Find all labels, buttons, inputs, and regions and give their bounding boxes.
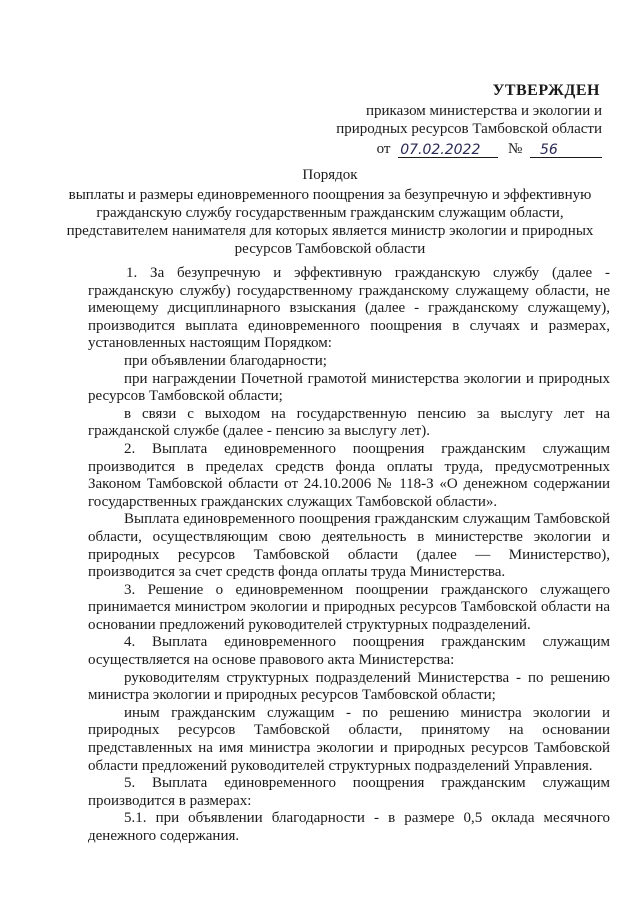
document-title: выплаты и размеры единовременного поощрения за безупречную и эффективную гражданскую службу государственным гражданским служащим области, представителем нанимателя для которых является министр экологии и природных ресурсов Тамбовской области	[66, 187, 594, 257]
approval-line-1: приказом министерства и экологии и	[365, 103, 602, 119]
date-label: от	[376, 141, 391, 157]
paragraph-5-1: 5.1. при объявлении благодарности - в размере 0,5 оклада месячного денежного содержания.	[88, 810, 610, 844]
handwritten-date: 07.02.2022	[398, 141, 498, 158]
list-item-certificate: при награждении Почетной грамотой министерства экологии и природных ресурсов Тамбовской области;	[88, 370, 610, 405]
handwritten-number: 56	[530, 141, 602, 158]
approval-title: УТВЕРЖДЕН	[492, 82, 600, 99]
list-item-pension: в связи с выходом на государственную пенсию за выслугу лет на гражданской службе (далее - пенсию за выслугу лет).	[88, 405, 610, 440]
paragraph-1: 1. За безупречную и эффективную гражданскую службу (далее - гражданскую службу) государственному гражданскому служащему области, не имеющему дисциплинарного взыскания (далее - гражданскому служащему), производится выплата единовременного поощрения в случаях и размерах, установленных настоящим Порядком:	[88, 265, 610, 352]
paragraph-4: 4. Выплата единовременного поощрения гражданским служащим осуществляется на основе правового акта Министерства:	[88, 634, 610, 669]
document-body	[88, 265, 610, 846]
list-item-heads: руководителям структурных подразделений Министерства - по решению министра экологии и природных ресурсов Тамбовской области;	[88, 669, 610, 704]
number-label: №	[507, 141, 523, 157]
document-title-block	[60, 166, 600, 258]
approval-stamp	[302, 82, 602, 158]
approval-date-number-line	[302, 140, 602, 158]
paragraph-2-continued: Выплата единовременного поощрения гражданским служащим Тамбовской области, осуществляющим свою деятельность в министерстве экологии и природных ресурсов Тамбовской области (далее — Министерство), производится за счет средств фонда оплаты труда Министерства.	[88, 511, 610, 581]
approval-line-2: природных ресурсов Тамбовской области	[336, 121, 602, 137]
paragraph-2: 2. Выплата единовременного поощрения гражданским служащим производится в пределах средств фонда оплаты труда, предусмотренных Законом Тамбовской области от 24.10.2006 № 118-З «О денежном содержании государственных гражданских служащих Тамбовской области».	[88, 440, 610, 510]
paragraph-3: 3. Решение о единовременном поощрении гражданского служащего принимается министром экологии и природных ресурсов Тамбовской области на основании предложений руководителей структурных подразделений.	[88, 581, 610, 633]
list-item-gratitude: при объявлении благодарности;	[124, 352, 327, 369]
paragraph-5: 5. Выплата единовременного поощрения гражданским служащим производится в размерах:	[88, 775, 610, 809]
document-heading: Порядок	[302, 167, 358, 183]
list-item-other-staff: иным гражданским служащим - по решению министра экологии и природных ресурсов Тамбовской области, принятому на основании представленных на имя министра экологии и природных ресурсов Тамбовской области предложений руководителей структурных подразделений Управления.	[88, 704, 610, 774]
